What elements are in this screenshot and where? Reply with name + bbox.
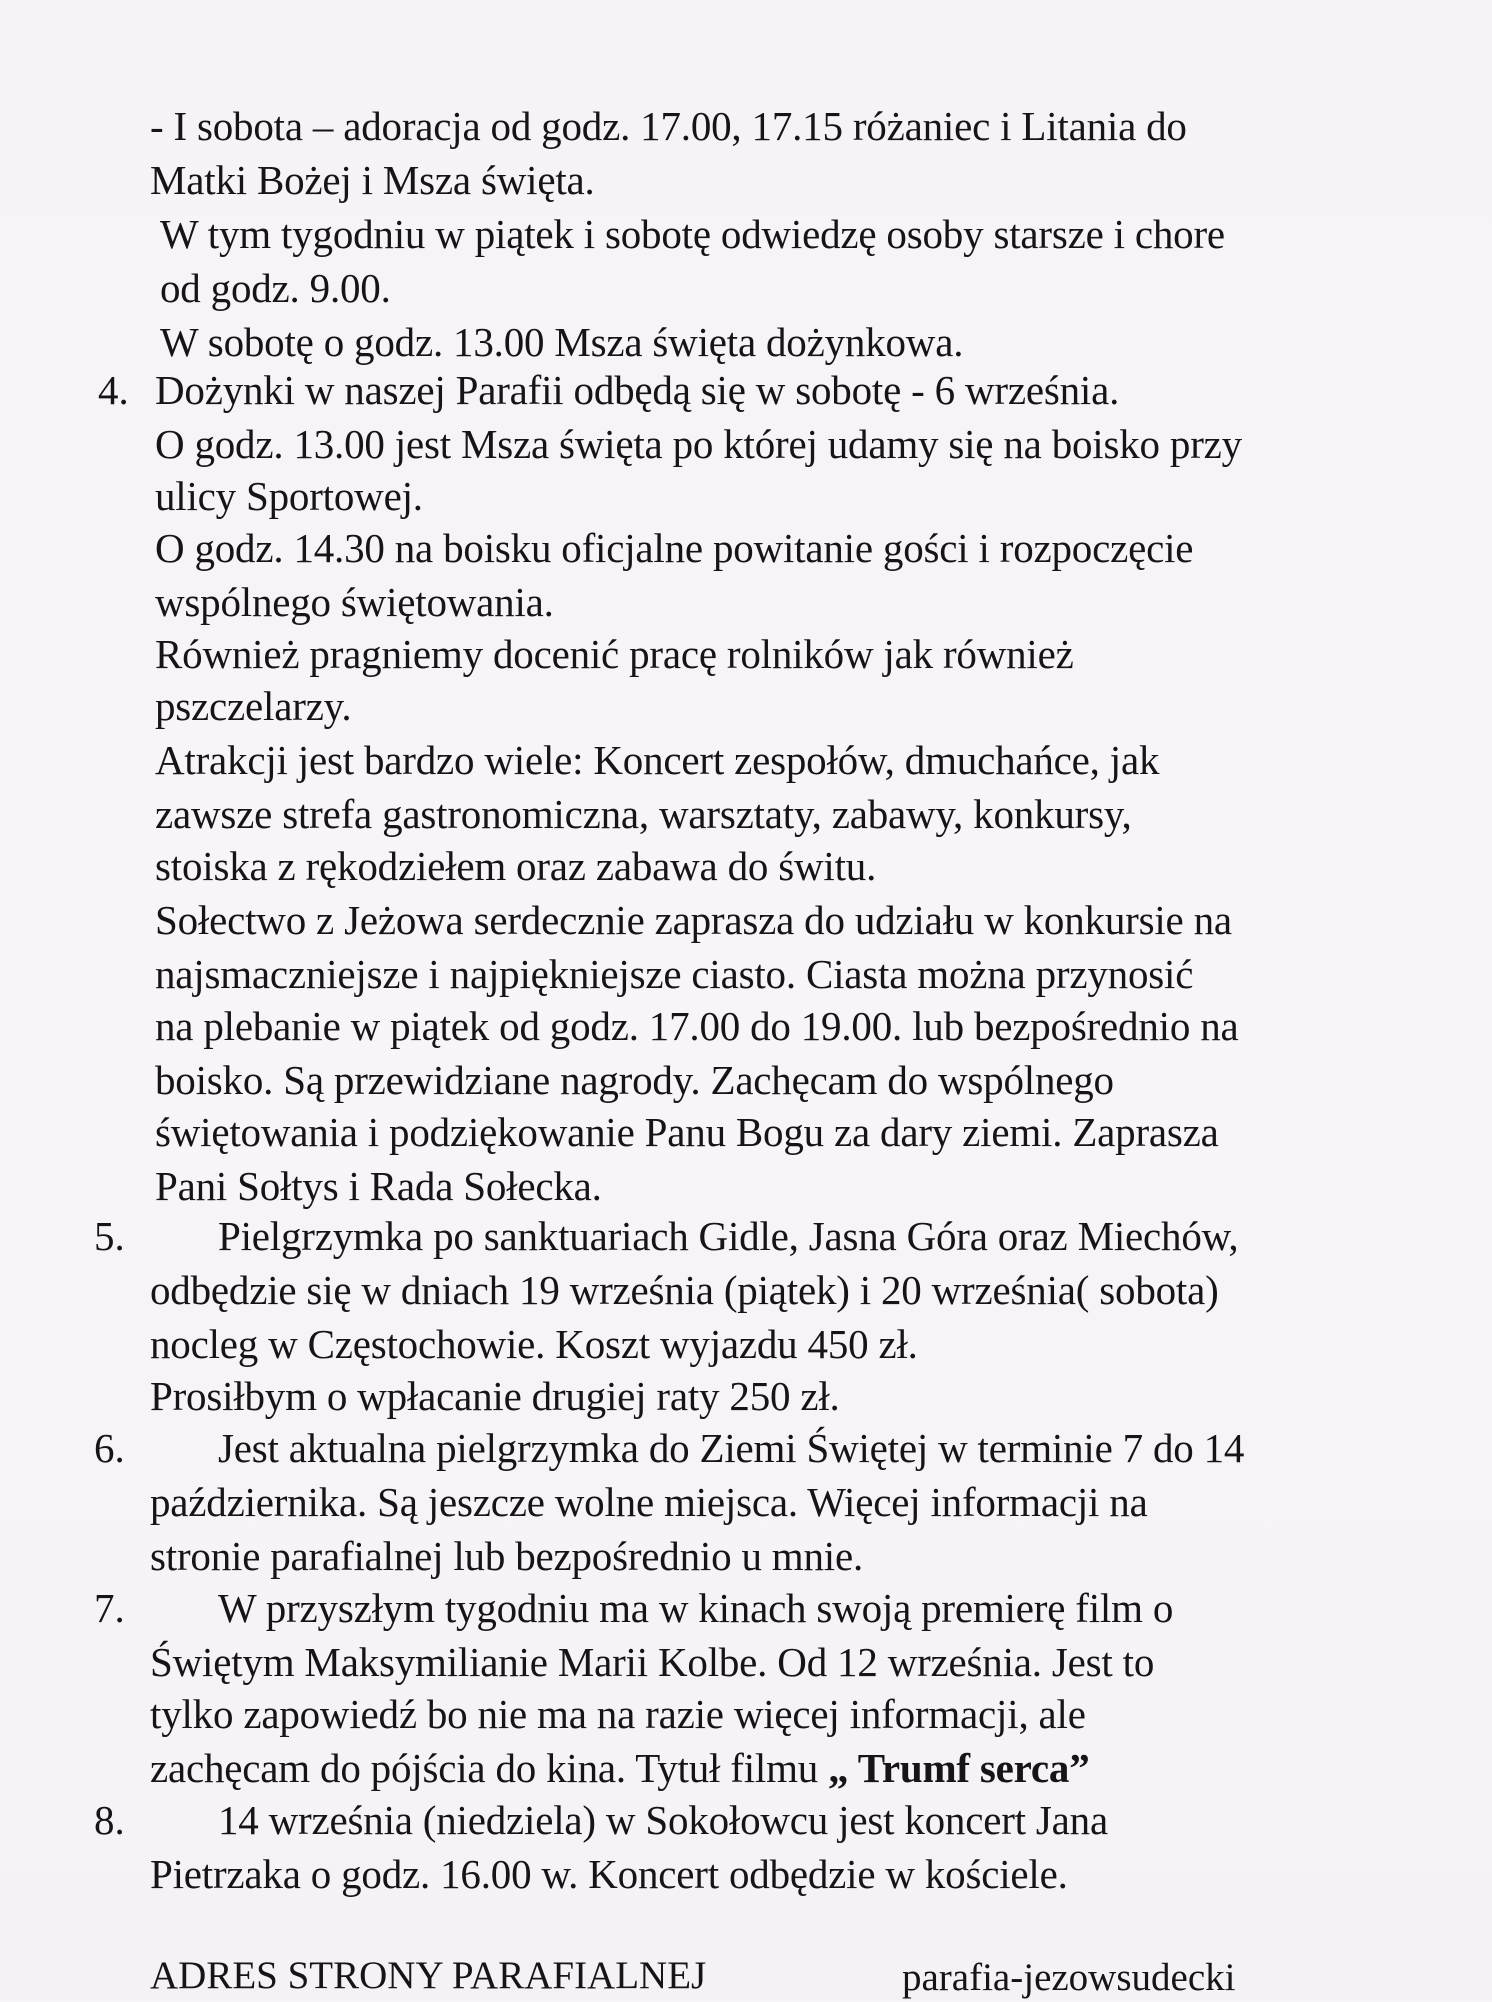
intro-line-3: W tym tygodniu w piątek i sobotę odwiedzę osoby starsze i chore xyxy=(160,211,1225,257)
item-4-line: zawsze strefa gastronomiczna, warsztaty, zabawy, konkursy, xyxy=(155,791,1132,837)
item-6-line: października. Są jeszcze wolne miejsca. Więcej informacji na xyxy=(150,1479,1148,1525)
item-4-line: Dożynki w naszej Parafii odbędą się w sobotę - 6 września. xyxy=(155,367,1120,413)
item-8-line: 14 września (niedziela) w Sokołowcu jest koncert Jana xyxy=(218,1797,1108,1843)
item-4-number: 4. xyxy=(98,367,129,413)
item-5-line: nocleg w Częstochowie. Koszt wyjazdu 450 zł. xyxy=(150,1321,918,1367)
item-4-line: świętowania i podziękowanie Panu Bogu za dary ziemi. Zaprasza xyxy=(155,1109,1219,1155)
item-6-line: Jest aktualna pielgrzymka do Ziemi Świętej w terminie 7 do 14 xyxy=(218,1425,1245,1471)
item-7-line: tylko zapowiedź bo nie ma na razie więcej informacji, ale xyxy=(150,1691,1086,1737)
intro-line-5: W sobotę o godz. 13.00 Msza święta dożynkowa. xyxy=(160,319,964,365)
item-7-last-line xyxy=(150,1744,1090,1792)
item-4-line: Sołectwo z Jeżowa serdecznie zaprasza do udziału w konkursie na xyxy=(155,897,1232,943)
item-4-line: pszczelarzy. xyxy=(155,683,352,729)
item-7-number: 7. xyxy=(94,1585,125,1631)
intro-line-2: Matki Bożej i Msza święta. xyxy=(150,157,595,203)
item-4-line: najsmaczniejsze i najpiękniejsze ciasto. Ciasta można przynosić xyxy=(155,951,1194,997)
item-4-line: O godz. 13.00 jest Msza święta po której udamy się na boisko przy xyxy=(155,421,1242,467)
item-6-number: 6. xyxy=(94,1425,125,1471)
item-5-line: odbędzie się w dniach 19 września (piątek) i 20 września( sobota) xyxy=(150,1267,1219,1313)
item-4-line: na plebanie w piątek od godz. 17.00 do 19.00. lub bezpośrednio na xyxy=(155,1003,1239,1049)
item-6-line: stronie parafialnej lub bezpośrednio u mnie. xyxy=(150,1533,864,1579)
item-4-line: stoiska z rękodziełem oraz zabawa do świtu. xyxy=(155,843,877,889)
item-4-line: wspólnego świętowania. xyxy=(155,579,554,625)
item-8-line: Pietrzaka o godz. 16.00 w. Koncert odbędzie w kościele. xyxy=(150,1851,1068,1897)
item-5-line: Pielgrzymka po sanktuariach Gidle, Jasna Góra oraz Miechów, xyxy=(218,1213,1239,1259)
item-7-line: Świętym Maksymilianie Marii Kolbe. Od 12 września. Jest to xyxy=(150,1639,1155,1685)
item-4-line: ulicy Sportowej. xyxy=(155,473,423,519)
film-title: „ Trumf serca” xyxy=(828,1745,1090,1791)
item-4-line: O godz. 14.30 na boisku oficjalne powitanie gości i rozpoczęcie xyxy=(155,525,1194,571)
item-5-line: Prosiłbym o wpłacanie drugiej raty 250 zł. xyxy=(150,1373,840,1419)
item-4-line: Również pragniemy docenić pracę rolników jak również xyxy=(155,631,1074,677)
footer-address: parafia-jezowsudecki xyxy=(902,1956,1236,1999)
item-4-line: boisko. Są przewidziane nagrody. Zachęcam do wspólnego xyxy=(155,1057,1114,1103)
item-4-line: Atrakcji jest bardzo wiele: Koncert zespołów, dmuchańce, jak xyxy=(155,737,1160,783)
footer-label: ADRES STRONY PARAFIALNEJ xyxy=(150,1954,707,1997)
intro-line-4: od godz. 9.00. xyxy=(160,265,391,311)
item-4-line: Pani Sołtys i Rada Sołecka. xyxy=(155,1163,602,1209)
intro-line-1: - I sobota – adoracja od godz. 17.00, 17.15 różaniec i Litania do xyxy=(150,103,1187,149)
item-7-line-text: zachęcam do pójścia do kina. Tytuł filmu xyxy=(150,1745,829,1791)
item-8-number: 8. xyxy=(94,1797,125,1843)
item-5-number: 5. xyxy=(94,1213,125,1259)
item-7-line: W przyszłym tygodniu ma w kinach swoją premierę film o xyxy=(218,1585,1174,1631)
